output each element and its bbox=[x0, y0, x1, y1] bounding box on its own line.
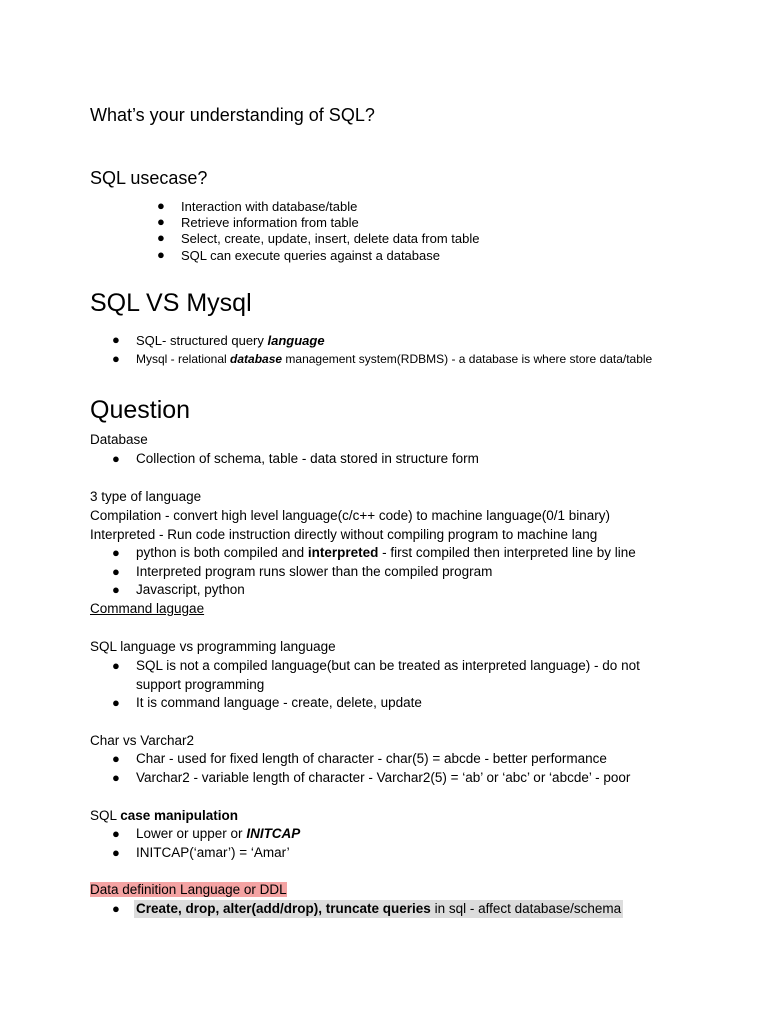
heading-question: Question bbox=[90, 396, 191, 424]
bullet: ● bbox=[112, 826, 120, 841]
bullet: ● bbox=[112, 695, 120, 710]
list-item: Javascript, python bbox=[136, 582, 245, 597]
label-ddl bbox=[90, 881, 287, 899]
bullet: ● bbox=[112, 845, 120, 860]
list-item-continuation: support programming bbox=[136, 677, 265, 692]
label-database: Database bbox=[90, 432, 148, 447]
heading-sql-vs-mysql: SQL VS Mysql bbox=[90, 289, 252, 317]
bullet: ● bbox=[112, 545, 120, 560]
bullet: ● bbox=[112, 351, 120, 366]
list-item: Lower or upper or INITCAP bbox=[136, 826, 301, 841]
list-item: Select, create, update, insert, delete data from table bbox=[181, 231, 480, 246]
list-item: Char - used for fixed length of character - char(5) = abcde - better performance bbox=[136, 751, 607, 766]
text-command-language: Command lagugae bbox=[90, 601, 205, 616]
list-item: Varchar2 - variable length of character - Varchar2(5) = ‘ab’ or ‘abc’ or ‘abcde’ - poor bbox=[136, 770, 631, 785]
list-item: python is both compiled and interpreted - first compiled then interpreted line by line bbox=[136, 545, 636, 560]
label-char-vs-varchar: Char vs Varchar2 bbox=[90, 733, 195, 748]
bullet: ● bbox=[112, 901, 120, 916]
bullet: ● bbox=[157, 198, 165, 213]
list-item: Interaction with database/table bbox=[181, 199, 358, 214]
list-item: SQL- structured query language bbox=[136, 333, 325, 348]
bullet: ● bbox=[112, 658, 120, 673]
bullet: ● bbox=[112, 332, 120, 347]
list-item: Mysql - relational database management system(RDBMS) - a database is where store data/table bbox=[136, 352, 653, 366]
heading-sql-understanding: What’s your understanding of SQL? bbox=[90, 105, 375, 125]
list-item: INITCAP(‘amar’) = ‘Amar’ bbox=[136, 845, 290, 860]
list-item: Interpreted program runs slower than the compiled program bbox=[136, 564, 493, 579]
list-item: Retrieve information from table bbox=[181, 215, 359, 230]
list-item: Collection of schema, table - data stored in structure form bbox=[136, 451, 479, 466]
label-case-manipulation: SQL case manipulation bbox=[90, 808, 239, 823]
bullet: ● bbox=[112, 582, 120, 597]
bullet: ● bbox=[157, 247, 165, 262]
bullet: ● bbox=[157, 214, 165, 229]
text-compilation: Compilation - convert high level language(c/c++ code) to machine language(0/1 binary) bbox=[90, 508, 611, 523]
list-item: Create, drop, alter(add/drop), truncate queries in sql - affect database/schema bbox=[136, 901, 622, 916]
list-item: SQL is not a compiled language(but can be treated as interpreted language) - do not bbox=[136, 658, 640, 673]
text-interpreted: Interpreted - Run code instruction directly without compiling program to machine lang bbox=[90, 527, 598, 542]
label-sql-vs-programming: SQL language vs programming language bbox=[90, 639, 336, 654]
bullet: ● bbox=[112, 751, 120, 766]
bullet: ● bbox=[112, 451, 120, 466]
bullet: ● bbox=[112, 564, 120, 579]
label-language-types: 3 type of language bbox=[90, 489, 202, 504]
list-item: SQL can execute queries against a database bbox=[181, 248, 440, 263]
heading-sql-usecase: SQL usecase? bbox=[90, 168, 208, 188]
ddl-highlight: Data definition Language or DDL bbox=[90, 882, 287, 897]
bullet: ● bbox=[157, 230, 165, 245]
bullet: ● bbox=[112, 770, 120, 785]
list-item: It is command language - create, delete, update bbox=[136, 695, 422, 710]
